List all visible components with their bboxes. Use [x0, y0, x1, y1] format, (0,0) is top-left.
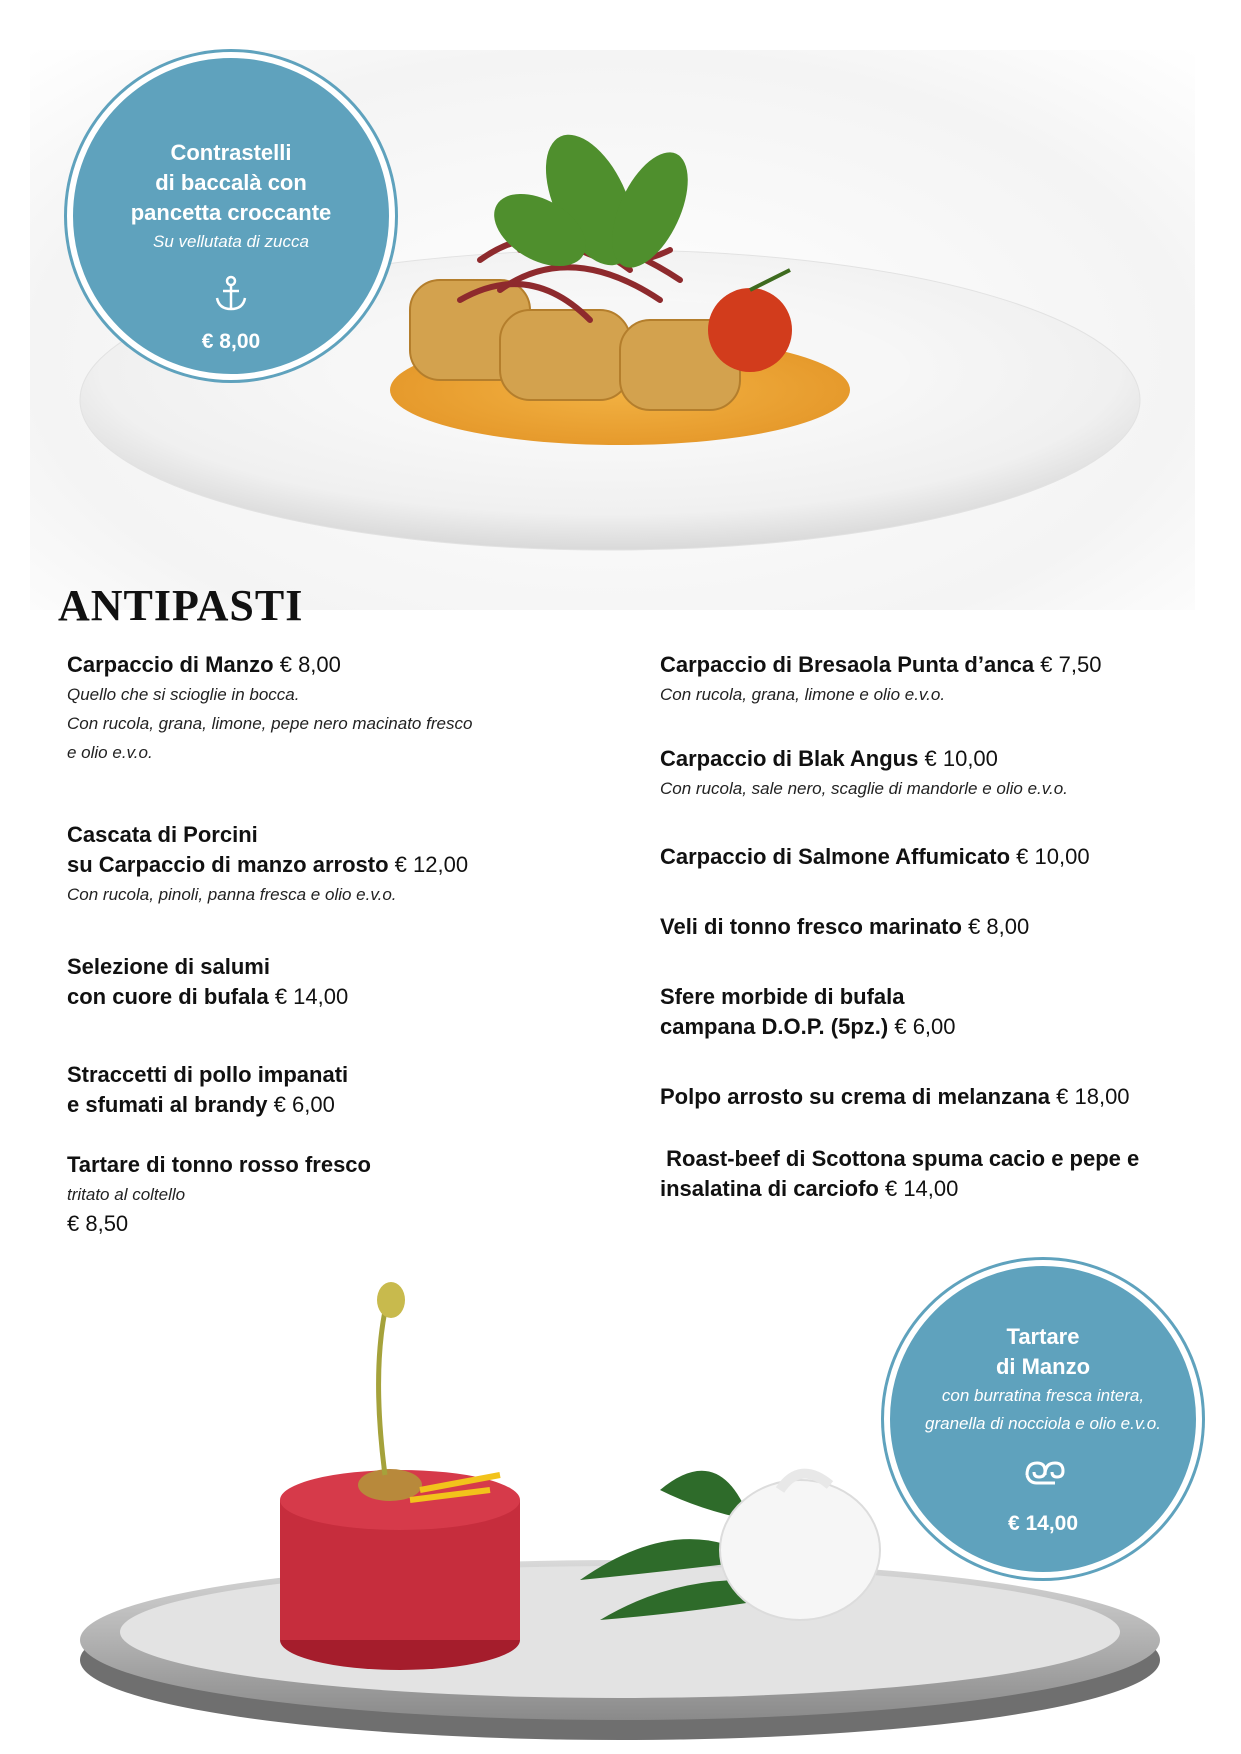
item-name: Selezione di salumi: [67, 954, 270, 979]
item-price: € 7,50: [1040, 652, 1102, 677]
item-name: e sfumati al brandy € 6,00: [67, 1092, 335, 1117]
badge-title: [73, 138, 389, 228]
menu-item: [660, 650, 1220, 709]
badge-subtitle: Su vellutata di zucca: [153, 232, 309, 251]
badge-subtitle-line: granella di nocciola e olio e.v.o.: [925, 1414, 1161, 1433]
menu-item: [67, 1150, 627, 1239]
menu-item: [660, 912, 1220, 942]
badge-title-line: Contrastelli: [170, 140, 292, 165]
item-name: Cascata di Porcini: [67, 822, 258, 847]
item-name: Tartare di tonno rosso fresco: [67, 1152, 371, 1177]
item-name: su Carpaccio di manzo arrosto € 12,00: [67, 852, 469, 877]
item-description: Con rucola, grana, limone e olio e.v.o.: [660, 685, 946, 704]
item-price: € 18,00: [1056, 1084, 1130, 1109]
item-description: Con rucola, pinoli, panna fresca e olio e.v.o.: [67, 885, 397, 904]
badge-title-line: di baccalà con: [155, 170, 307, 195]
featured-dish-badge-baccala: [67, 52, 395, 380]
item-price: € 14,00: [884, 1176, 959, 1201]
item-description: Con rucola, grana, limone, pepe nero macinato fresco: [67, 714, 473, 733]
item-name: Veli di tonno fresco marinato € 8,00: [660, 914, 1030, 939]
badge-price: € 8,00: [201, 330, 261, 353]
item-name: Polpo arrosto su crema di melanzana € 18,00: [660, 1084, 1130, 1109]
item-name: insalatina di carciofo € 14,00: [660, 1176, 959, 1201]
menu-item: [67, 650, 627, 767]
featured-dish-badge-tartare: [884, 1260, 1202, 1578]
menu-item: [660, 1082, 1220, 1112]
menu-item: [660, 842, 1220, 872]
item-price: € 14,00: [274, 984, 349, 1009]
badge-title-line: pancetta croccante: [130, 200, 332, 225]
menu-item: [660, 744, 1220, 803]
badge-subtitle: [890, 1382, 1196, 1438]
item-price: € 6,00: [894, 1014, 956, 1039]
badge-title-line: di Manzo: [995, 1354, 1091, 1379]
badge-subtitle-line: con burratina fresca intera,: [941, 1386, 1145, 1405]
menu-item: [660, 1144, 1220, 1204]
item-price: € 8,00: [279, 652, 341, 677]
item-name: Sfere morbide di bufala: [660, 984, 905, 1009]
item-description: e olio e.v.o.: [67, 743, 153, 762]
item-name: con cuore di bufala € 14,00: [67, 984, 349, 1009]
item-name: Carpaccio di Bresaola Punta d’anca € 7,50: [660, 652, 1102, 677]
item-description: tritato al coltello: [67, 1185, 186, 1204]
menu-item: [67, 1060, 627, 1120]
item-price: € 8,50: [67, 1211, 129, 1236]
item-name: Carpaccio di Blak Angus € 10,00: [660, 746, 998, 771]
item-description: Con rucola, sale nero, scaglie di mandorle e olio e.v.o.: [660, 779, 1068, 798]
item-name: Carpaccio di Salmone Affumicato € 10,00: [660, 844, 1090, 869]
item-name: Roast-beef di Scottona spuma cacio e pepe e: [660, 1146, 1140, 1171]
menu-item: [67, 952, 627, 1012]
item-name: Straccetti di pollo impanati: [67, 1062, 349, 1087]
item-description: Quello che si scioglie in bocca.: [67, 685, 300, 704]
item-price: € 8,00: [968, 914, 1030, 939]
item-price: € 10,00: [924, 746, 998, 771]
item-name: Carpaccio di Manzo € 8,00: [67, 652, 341, 677]
item-price: € 6,00: [273, 1092, 335, 1117]
item-price: € 10,00: [1016, 844, 1090, 869]
anchor-icon: [211, 274, 251, 314]
badge-title-line: Tartare: [1006, 1324, 1080, 1349]
section-title: ANTIPASTI: [58, 581, 304, 630]
item-price: € 12,00: [394, 852, 469, 877]
menu-item: [67, 820, 627, 909]
badge-price: € 14,00: [1007, 1512, 1079, 1535]
item-name: campana D.O.P. (5pz.) € 6,00: [660, 1014, 956, 1039]
menu-item: [660, 982, 1220, 1042]
badge-title: [890, 1322, 1196, 1382]
wave-icon: [1023, 1456, 1063, 1496]
